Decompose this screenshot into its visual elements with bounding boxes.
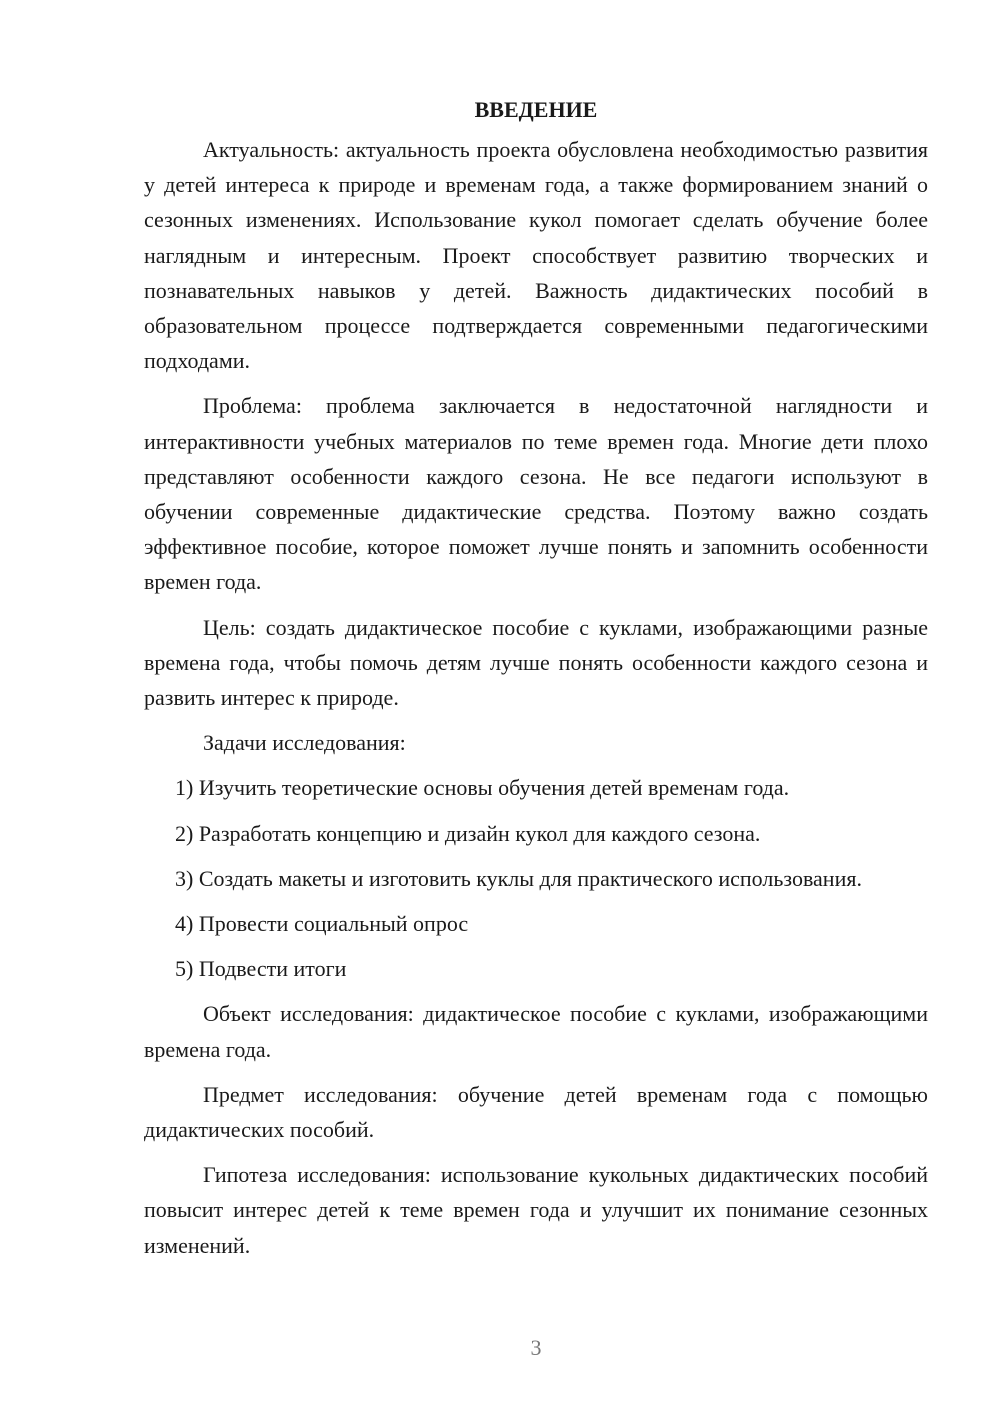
document-page	[144, 92, 928, 1273]
paragraph-object: Объект исследования: дидактическое пособие с куклами, изображающими времена года.	[144, 1001, 928, 1062]
task-item-2: 2) Разработать концепцию и дизайн кукол для каждого сезона.	[175, 820, 761, 846]
task-item-4: 4) Провести социальный опрос	[175, 911, 469, 937]
task-item-3: 3) Создать макеты и изготовить куклы для практического использования.	[175, 865, 862, 891]
task-item-1: 1) Изучить теоретические основы обучения детей временам года.	[175, 775, 790, 801]
paragraph-problem: Проблема: проблема заключается в недостаточной наглядности и интерактивности учебных материалов по теме времен года. Многие дети плохо представляют особенности каждого сезона. Не все педагоги используют в обучении современные дидактические средства. Поэтому важно создать эффективное пособие, которое поможет лучше понять и запомнить особенности времен года.	[144, 393, 928, 595]
paragraph-hypothesis: Гипотеза исследования: использование кукольных дидактических пособий повысит интерес детей к теме времен года и улучшит их понимание сезонных изменений.	[144, 1162, 928, 1258]
paragraph-goal: Цель: создать дидактическое пособие с куклами, изображающими разные времена года, чтобы помочь детям лучше понять особенности каждого сезона и развить интерес к природе.	[144, 614, 928, 711]
paragraph-relevance: Актуальность: актуальность проекта обусловлена необходимостью развития у детей интереса к природе и временам года, а также формированием знаний о сезонных изменениях. Использование кукол помогает сделать обучение более наглядным и интересным. Проект способствует развитию творческих и познавательных навыков у детей. Важность дидактических пособий в образовательном процессе подтверждается современными педагогическими подходами.	[144, 137, 928, 374]
document-heading: ВВЕДЕНИЕ	[474, 97, 598, 122]
paragraph-subject: Предмет исследования: обучение детей временам года с помощью дидактических пособий.	[144, 1081, 928, 1143]
page-number: 3	[530, 1335, 542, 1360]
tasks-title: Задачи исследования:	[203, 730, 406, 756]
task-item-5: 5) Подвести итоги	[175, 956, 347, 982]
